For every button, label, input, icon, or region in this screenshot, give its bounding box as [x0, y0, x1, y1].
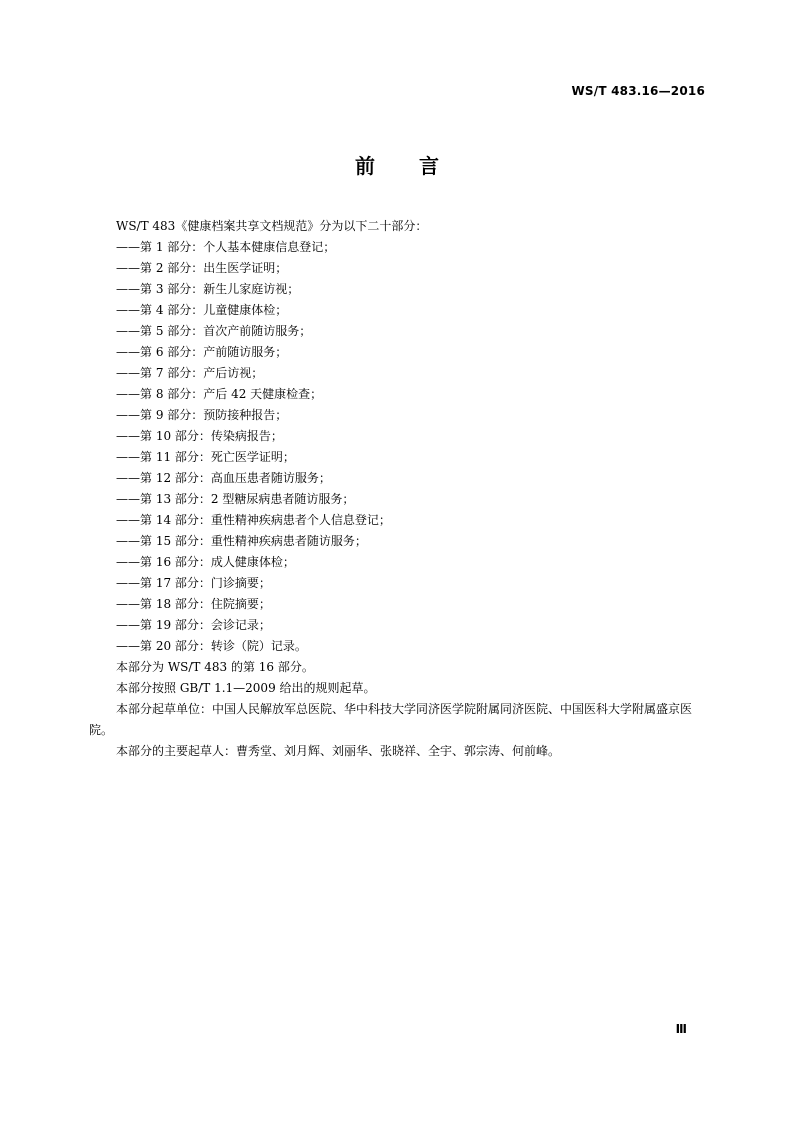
list-item: ——第 14 部分：重性精神疾病患者个人信息登记； — [116, 513, 391, 527]
list-item: ——第 16 部分：成人健康体检； — [116, 555, 295, 569]
intro-paragraph: WS/T 483《健康档案共享文档规范》分为以下二十部分： — [116, 219, 428, 233]
document-code: WS/T 483.16—2016 — [571, 84, 705, 98]
list-item: ——第 20 部分：转诊（院）记录。 — [116, 639, 307, 653]
drafters-statement: 本部分的主要起草人：曹秀堂、刘月辉、刘丽华、张晓祥、全宇、郭宗涛、何前峰。 — [116, 744, 561, 758]
list-item: ——第 12 部分：高血压患者随访服务； — [116, 471, 331, 485]
list-item: ——第 2 部分：出生医学证明； — [116, 261, 288, 275]
list-item: ——第 9 部分：预防接种报告； — [116, 408, 288, 422]
list-item: ——第 1 部分：个人基本健康信息登记； — [116, 240, 336, 254]
list-item: ——第 5 部分：首次产前随访服务； — [116, 324, 312, 338]
list-item: ——第 18 部分：住院摘要； — [116, 597, 271, 611]
list-item: ——第 6 部分：产前随访服务； — [116, 345, 288, 359]
parts-list — [89, 237, 709, 657]
list-item: ——第 11 部分：死亡医学证明； — [116, 450, 295, 464]
list-item: ——第 17 部分：门诊摘要； — [116, 576, 271, 590]
list-item: ——第 10 部分：传染病报告； — [116, 429, 283, 443]
drafting-units-statement: 本部分起草单位：中国人民解放军总医院、华中科技大学同济医学院附属同济医院、中国医科大学附属盛京医院。 — [89, 702, 693, 737]
list-item: ——第 13 部分：2 型糖尿病患者随访服务； — [116, 492, 355, 506]
page-number: Ⅲ — [675, 1022, 687, 1036]
preface-body — [89, 216, 709, 762]
page-title: 前言 — [355, 154, 483, 178]
list-item: ——第 7 部分：产后访视； — [116, 366, 264, 380]
drafting-rules-statement: 本部分按照 GB/T 1.1—2009 给出的规则起草。 — [116, 681, 376, 695]
list-item: ——第 3 部分：新生儿家庭访视； — [116, 282, 300, 296]
part-statement: 本部分为 WS/T 483 的第 16 部分。 — [116, 660, 314, 674]
list-item: ——第 19 部分：会诊记录； — [116, 618, 271, 632]
list-item: ——第 15 部分：重性精神疾病患者随访服务； — [116, 534, 367, 548]
list-item: ——第 4 部分：儿童健康体检； — [116, 303, 288, 317]
list-item: ——第 8 部分：产后 42 天健康检查； — [116, 387, 323, 401]
